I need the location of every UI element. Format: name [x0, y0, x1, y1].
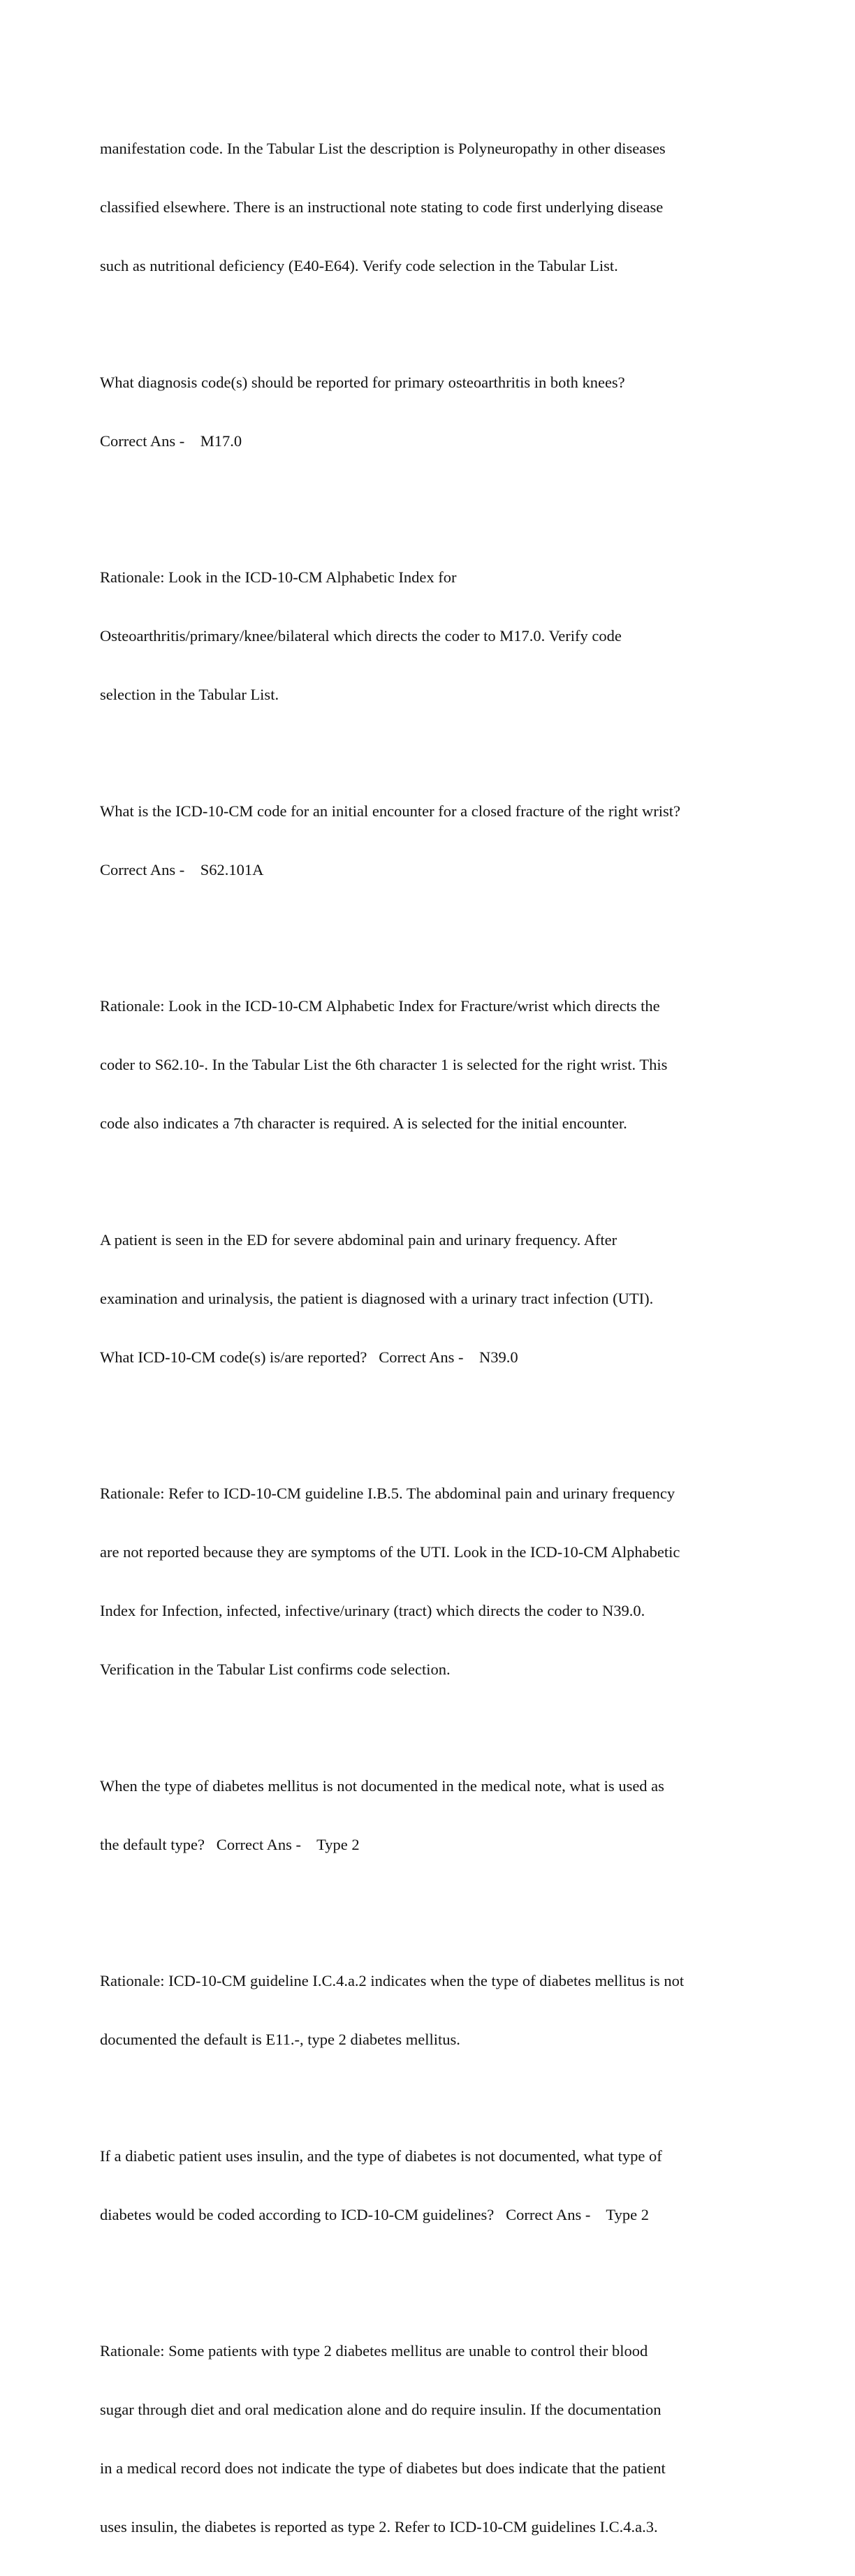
- text-line: classified elsewhere. There is an instructional note stating to code first underlying disease: [100, 198, 664, 216]
- rationale-line: Rationale: Look in the ICD-10-CM Alphabetic Index for Fracture/wrist which directs the: [100, 997, 660, 1015]
- text-line: manifestation code. In the Tabular List the description is Polyneuropathy in other diseases: [100, 140, 666, 157]
- question-text: If a diabetic patient uses insulin, and the type of diabetes is not documented, what type of: [100, 2147, 662, 2165]
- question-diabetes-default: [100, 1737, 757, 1894]
- correct-answer: What ICD-10-CM code(s) is/are reported? Correct Ans - N39.0: [100, 1348, 518, 1366]
- question-text: What diagnosis code(s) should be reported for primary osteoarthritis in both knees?: [100, 374, 625, 391]
- rationale-line: selection in the Tabular List.: [100, 686, 279, 703]
- rationale-line: Rationale: ICD-10-CM guideline I.C.4.a.2 indicates when the type of diabetes mellitus is not: [100, 1972, 685, 1989]
- rationale-line: Verification in the Tabular List confirms code selection.: [100, 1661, 451, 1678]
- rationale-line: code also indicates a 7th character is required. A is selected for the initial encounter.: [100, 1114, 627, 1132]
- question-text: A patient is seen in the ED for severe abdominal pain and urinary frequency. After: [100, 1231, 618, 1249]
- rationale-diabetes-insulin: [100, 2302, 757, 2576]
- rationale-line: documented the default is E11.-, type 2 diabetes mellitus.: [100, 2031, 460, 2048]
- rationale-line: Index for Infection, infected, infective/urinary (tract) which directs the coder to N39.0.: [100, 1602, 645, 1619]
- correct-answer: the default type? Correct Ans - Type 2: [100, 1836, 360, 1853]
- question-diabetes-insulin: [100, 2107, 757, 2264]
- rationale-line: in a medical record does not indicate the type of diabetes but does indicate that the patient: [100, 2459, 666, 2477]
- rationale-line: Rationale: Look in the ICD-10-CM Alphabetic Index for: [100, 568, 457, 586]
- correct-answer: diabetes would be coded according to ICD-10-CM guidelines? Correct Ans - Type 2: [100, 2206, 649, 2223]
- rationale-osteoarthritis: [100, 529, 757, 744]
- document-page: [100, 100, 757, 2576]
- rationale-line: Rationale: Some patients with type 2 diabetes mellitus are unable to control their blood: [100, 2342, 648, 2360]
- rationale-line: Osteoarthritis/primary/knee/bilateral which directs the coder to M17.0. Verify code: [100, 627, 622, 645]
- text-line: such as nutritional deficiency (E40-E64). Verify code selection in the Tabular List.: [100, 257, 618, 274]
- rationale-line: Rationale: Refer to ICD-10-CM guideline I.B.5. The abdominal pain and urinary frequency: [100, 1485, 675, 1502]
- rationale-line: coder to S62.10-. In the Tabular List the 6th character 1 is selected for the right wrist. This: [100, 1056, 668, 1073]
- question-text: When the type of diabetes mellitus is not documented in the medical note, what is used as: [100, 1777, 664, 1795]
- question-text: What is the ICD-10-CM code for an initial encounter for a closed fracture of the right wrist?: [100, 802, 680, 820]
- question-osteoarthritis: [100, 334, 757, 490]
- correct-answer: Correct Ans - S62.101A: [100, 861, 264, 878]
- question-wrist-fracture: [100, 763, 757, 919]
- rationale-uti: [100, 1445, 757, 1718]
- correct-answer: Correct Ans - M17.0: [100, 432, 242, 450]
- question-text: examination and urinalysis, the patient is diagnosed with a urinary tract infection (UTI).: [100, 1290, 654, 1307]
- rationale-line: uses insulin, the diabetes is reported as type 2. Refer to ICD-10-CM guidelines I.C.4.a.3.: [100, 2518, 658, 2535]
- rationale-line: are not reported because they are symptoms of the UTI. Look in the ICD-10-CM Alphabetic: [100, 1543, 680, 1561]
- question-uti: [100, 1191, 757, 1406]
- intro-paragraph: [100, 100, 757, 315]
- rationale-diabetes-default: [100, 1932, 757, 2089]
- rationale-wrist-fracture: [100, 957, 757, 1172]
- rationale-line: sugar through diet and oral medication alone and do require insulin. If the documentation: [100, 2401, 662, 2418]
